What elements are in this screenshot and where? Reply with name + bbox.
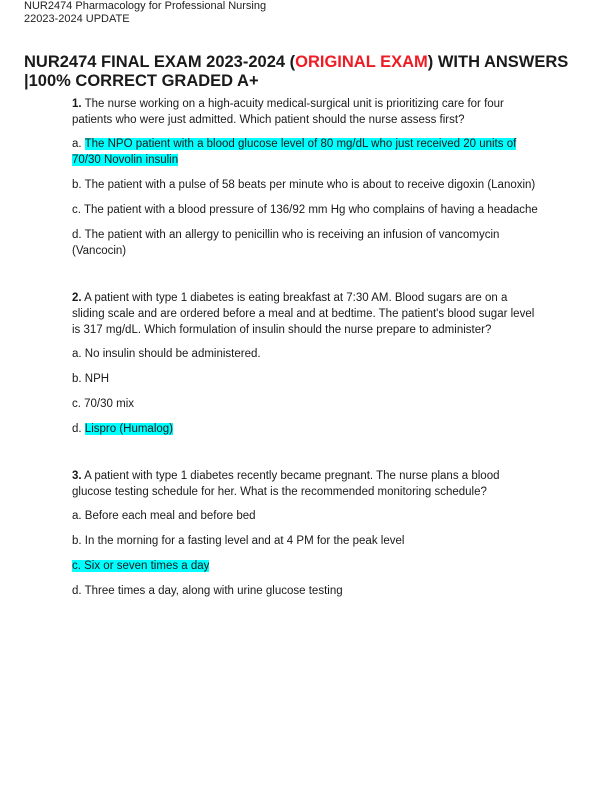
question-stem (72, 96, 540, 128)
option-prefix: a. (72, 510, 85, 522)
question-number: 1. (72, 98, 82, 110)
page-header (24, 0, 266, 26)
option-text-correct: c. Six or seven times a day (72, 560, 210, 572)
option-prefix: d. (72, 229, 85, 241)
option-c (72, 202, 540, 218)
question-gap (72, 446, 540, 468)
option-text: The patient with an allergy to penicillin who is receiving an infusion of vancomycin (Vancocin) (72, 229, 500, 257)
question-text: A patient with type 1 diabetes recently became pregnant. The nurse plans a blood glucose testing schedule for her. What is the recommended monitoring schedule? (72, 470, 500, 498)
question-1 (72, 96, 540, 259)
option-text-correct: The NPO patient with a blood glucose level of 80 mg/dL who just received 20 units of 70/30 Novolin insulin (72, 138, 517, 166)
question-2 (72, 290, 540, 437)
option-prefix: c. (72, 204, 84, 216)
option-prefix: c. (72, 398, 85, 410)
option-c (72, 558, 540, 574)
title-part-1: NUR2474 FINAL EXAM 2023-2024 ( (24, 53, 296, 71)
option-text: Before each meal and before bed (84, 510, 256, 522)
option-text: The patient with a blood pressure of 136/92 mm Hg who complains of having a headache (83, 204, 538, 216)
option-text: The patient with a pulse of 58 beats per minute who is about to receive digoxin (Lanoxin) (84, 179, 536, 191)
question-number: 2. (72, 292, 82, 304)
question-stem (72, 290, 540, 338)
question-number: 3. (72, 470, 82, 482)
option-d (72, 227, 540, 259)
option-prefix: a. (72, 138, 85, 150)
option-text: In the morning for a fasting level and at 4 PM for the peak level (84, 535, 405, 547)
option-prefix: d. (72, 585, 85, 597)
option-d (72, 583, 540, 599)
option-text: NPH (84, 373, 110, 385)
document-title (24, 53, 584, 91)
question-3 (72, 468, 540, 599)
option-c (72, 396, 540, 412)
option-prefix: a. (72, 348, 85, 360)
option-a (72, 346, 540, 362)
option-text-correct: Lispro (Humalog) (84, 423, 173, 435)
title-part-2: ) WITH ANSWERS |100% CORRECT GRADED A+ (24, 53, 569, 90)
question-gap (72, 268, 540, 290)
option-text: Three times a day, along with urine glucose testing (84, 585, 343, 597)
header-update-line: 22023-2024 UPDATE (24, 13, 130, 25)
option-prefix: b. (72, 373, 85, 385)
question-text: A patient with type 1 diabetes is eating breakfast at 7:30 AM. Blood sugars are on a sliding scale and are ordered before a meal and at bedtime. The patient's blood sugar level is 317 mg/dL. Which formulation of insulin should the nurse prepare to administer? (72, 292, 535, 336)
option-prefix: b. (72, 535, 85, 547)
option-b (72, 177, 540, 193)
question-list (72, 96, 540, 608)
option-a (72, 508, 540, 524)
option-prefix: b. (72, 179, 85, 191)
option-text: No insulin should be administered. (84, 348, 261, 360)
option-a (72, 136, 540, 168)
question-stem (72, 468, 540, 500)
title-highlight: ORIGINAL EXAM (295, 53, 428, 71)
option-text: 70/30 mix (84, 398, 134, 410)
option-b (72, 533, 540, 549)
question-text: The nurse working on a high-acuity medical-surgical unit is prioritizing care for four patients who were just admitted. Which patient should the nurse assess first? (72, 98, 504, 126)
option-d (72, 421, 540, 437)
option-b (72, 371, 540, 387)
header-course-line: NUR2474 Pharmacology for Professional Nursing (24, 0, 267, 12)
option-prefix: d. (72, 423, 85, 435)
